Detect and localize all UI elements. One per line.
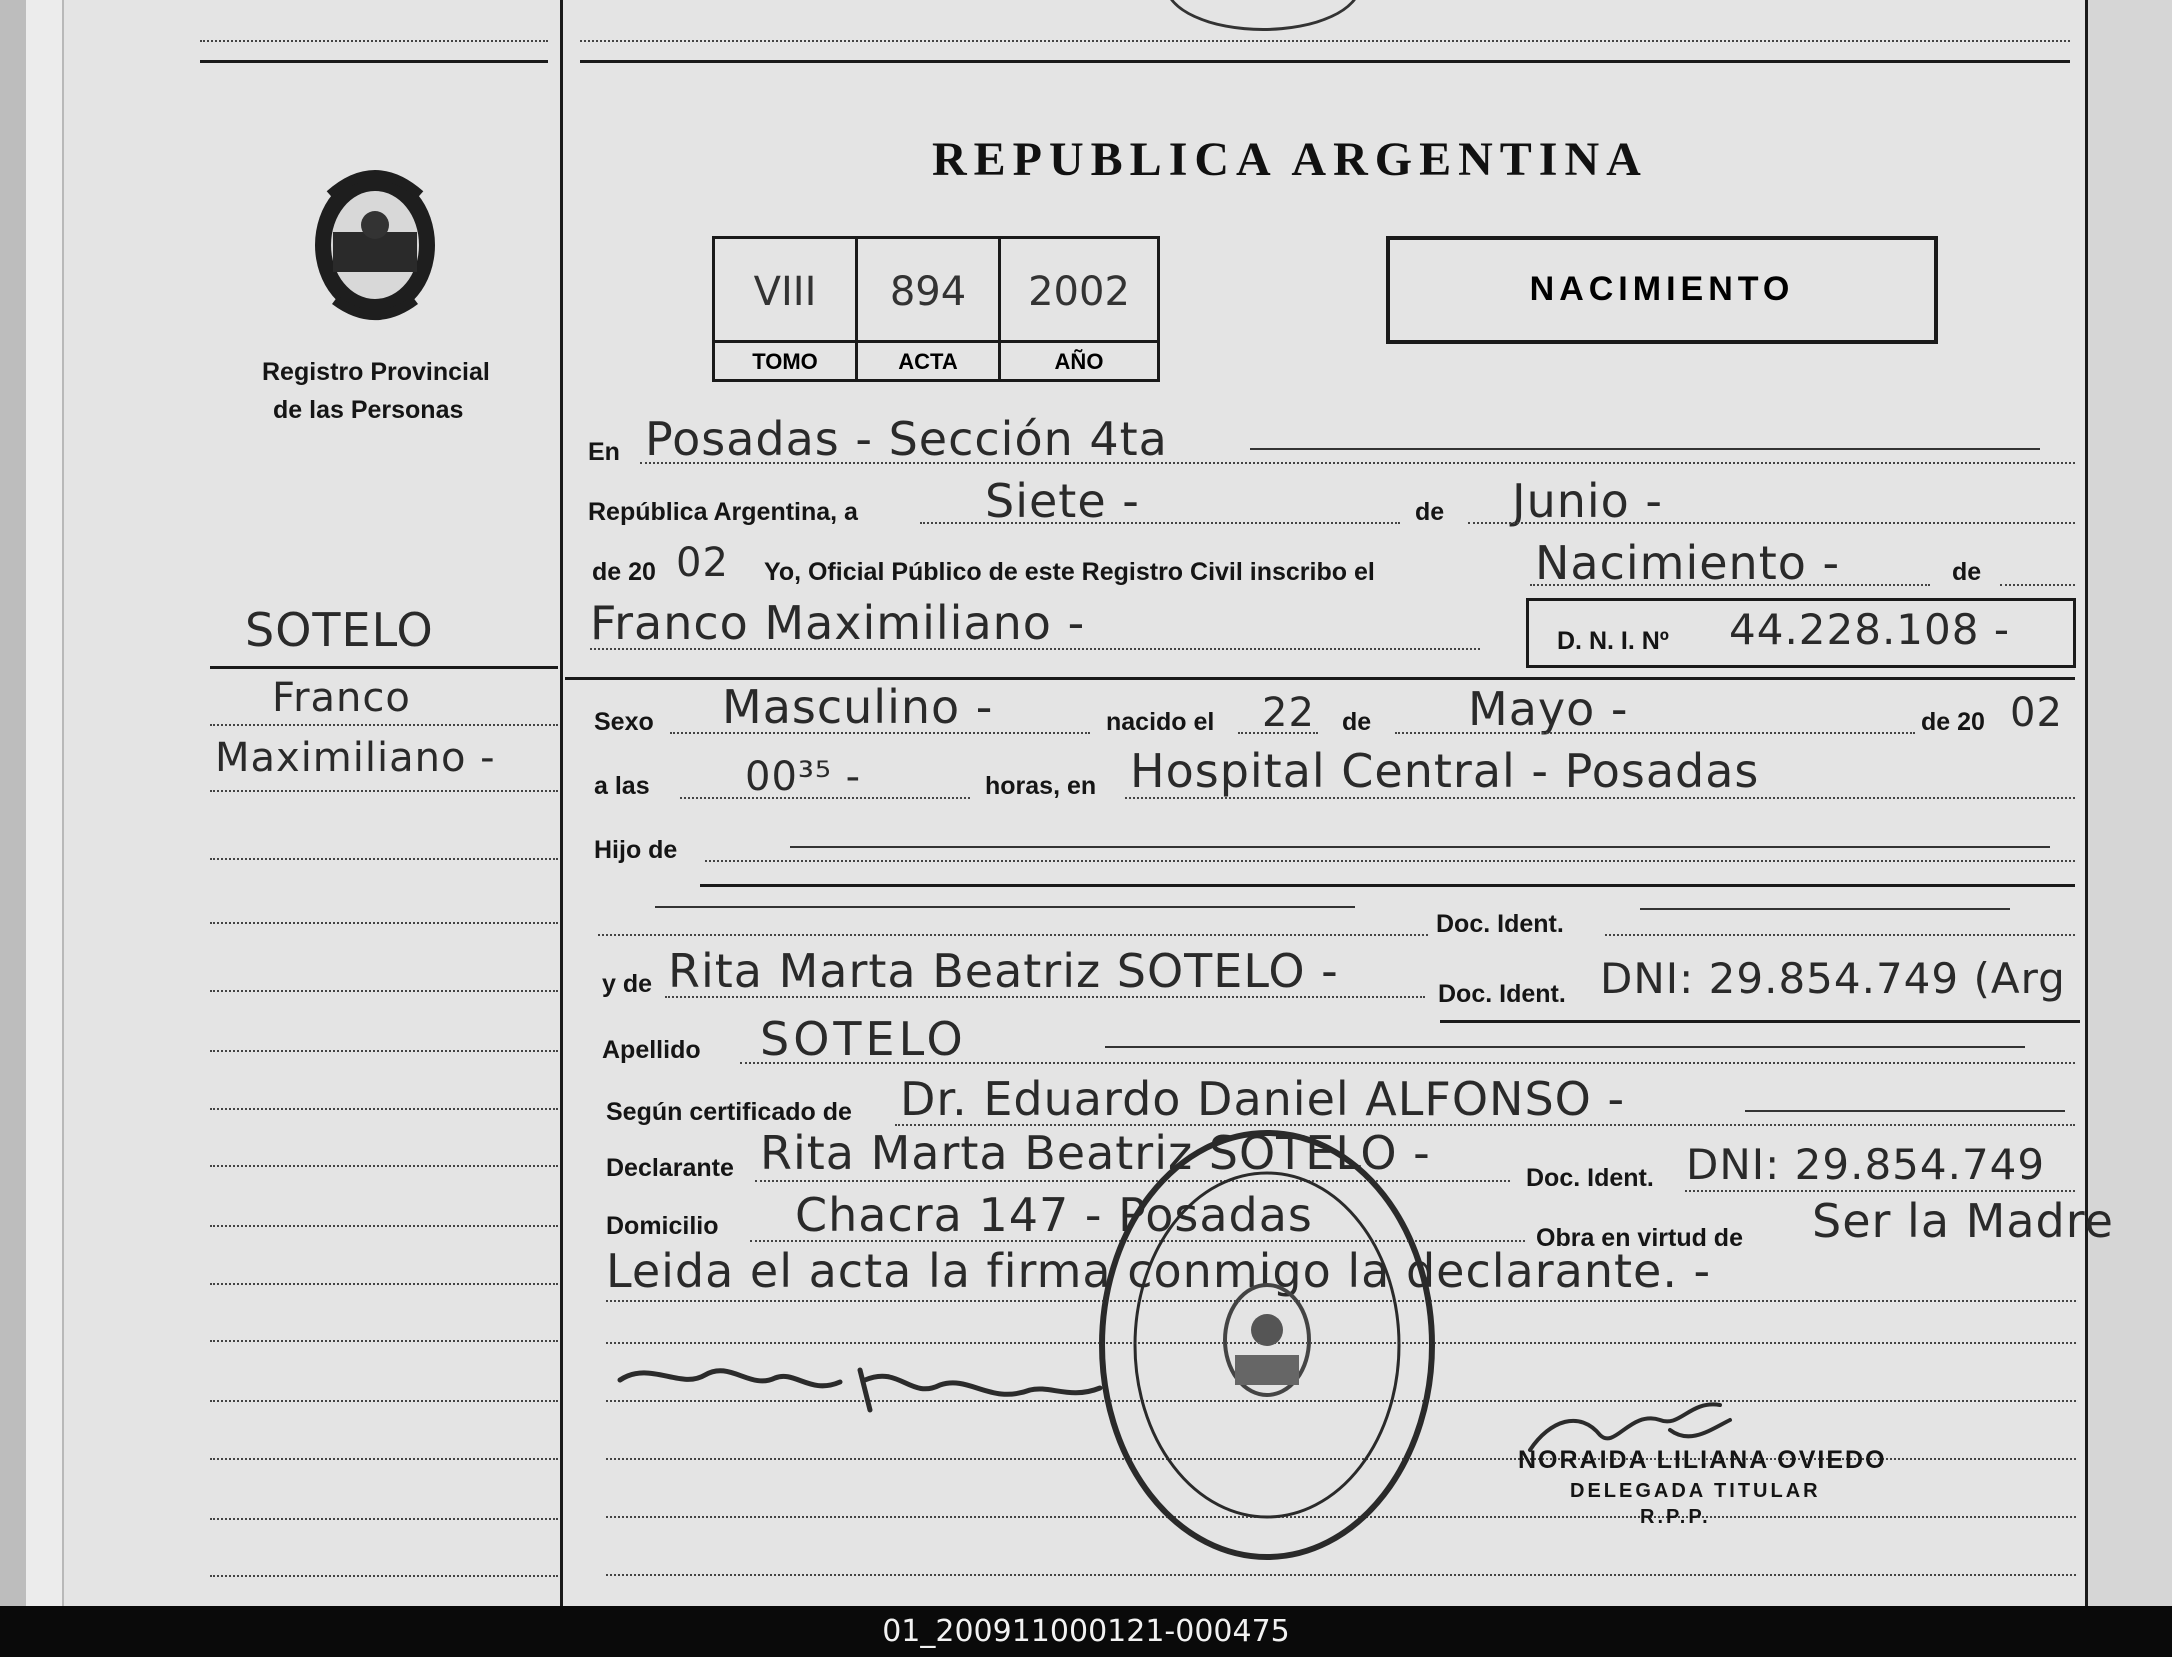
label-address: Domicilio xyxy=(606,1212,719,1240)
value-by-virtue: Ser la Madre xyxy=(1812,1194,2114,1248)
margin-given-name-2: Maximiliano - xyxy=(215,735,496,781)
acta-value: 894 xyxy=(889,269,967,315)
tomo-label: TOMO xyxy=(752,349,818,374)
label-de-20: de 20 xyxy=(592,558,656,586)
label-child-of: Hijo de xyxy=(594,836,678,864)
value-address: Chacra 147 - Posadas xyxy=(795,1188,1313,1242)
label-de-2: de xyxy=(1952,558,1982,586)
value-place: Posadas - Sección 4ta xyxy=(645,412,1168,466)
value-declarant-doc: DNI: 29.854.749 xyxy=(1686,1140,2046,1189)
value-day: Siete - xyxy=(985,474,1140,528)
label-certificate: Según certificado de xyxy=(606,1098,852,1126)
value-birth-day: 22 xyxy=(1262,690,1315,736)
value-birth-month: Mayo - xyxy=(1468,682,1629,736)
margin-given-name-1: Franco xyxy=(272,675,411,721)
coat-of-arms-logo xyxy=(300,160,450,330)
label-born-on: nacido el xyxy=(1106,708,1215,736)
label-inscription: Yo, Oficial Público de este Registro Civil inscribo el xyxy=(764,558,1375,586)
value-child-name: Franco Maximiliano - xyxy=(590,596,1086,650)
label-and-of: y de xyxy=(602,970,653,998)
declarant-signature xyxy=(610,1340,1110,1430)
value-dni: 44.228.108 - xyxy=(1729,605,2010,654)
value-mother-doc: DNI: 29.854.749 (Arg xyxy=(1600,954,2066,1003)
value-surname: SOTELO xyxy=(760,1012,967,1066)
value-birth-place: Hospital Central - Posadas xyxy=(1130,744,1760,798)
anio-value: 2002 xyxy=(1028,269,1130,315)
label-dni: D. N. I. Nº xyxy=(1557,627,1669,655)
label-doc-ident-2: Doc. Ident. xyxy=(1438,980,1566,1008)
official-name: NORAIDA LILIANA OVIEDO xyxy=(1518,1446,1887,1474)
margin-surname: SOTELO xyxy=(245,603,434,657)
tomo-value: VIII xyxy=(753,269,817,315)
label-at: a las xyxy=(594,772,650,800)
value-observation: Leida el acta la firma conmigo la declarante. - xyxy=(606,1244,1712,1298)
official-seal-stamp xyxy=(1095,1125,1440,1565)
label-en: En xyxy=(588,438,620,466)
record-number-table xyxy=(712,236,1160,382)
dni-box xyxy=(1526,598,2076,668)
label-by-virtue: Obra en virtud de xyxy=(1536,1224,1743,1252)
official-office: R.P.P. xyxy=(1640,1506,1711,1528)
label-doc-ident-1: Doc. Ident. xyxy=(1436,910,1564,938)
acta-label: ACTA xyxy=(898,349,958,374)
label-republica: República Argentina, a xyxy=(588,498,858,526)
record-type-box xyxy=(1386,236,1938,344)
label-surname: Apellido xyxy=(602,1036,701,1064)
label-hours-in: horas, en xyxy=(985,772,1097,800)
tomo-cell xyxy=(715,239,858,379)
registry-name-line1: Registro Provincial xyxy=(262,358,490,386)
top-seal-remnant xyxy=(1165,0,1361,31)
label-de-3: de xyxy=(1342,708,1372,736)
value-birth-year: 02 xyxy=(2010,690,2063,736)
value-declarant-name: Rita Marta Beatriz SOTELO - xyxy=(760,1126,1431,1180)
registry-name-line2: de las Personas xyxy=(273,396,464,424)
country-title: REPUBLICA ARGENTINA xyxy=(932,133,1648,186)
record-type: NACIMIENTO xyxy=(1529,270,1795,308)
label-de-20-b: de 20 xyxy=(1921,708,1985,736)
value-birth-time: 00³⁵ - xyxy=(745,754,862,800)
value-certifying-doctor: Dr. Eduardo Daniel ALFONSO - xyxy=(900,1072,1626,1126)
page-edge-right xyxy=(2085,0,2172,1606)
margin-divider xyxy=(560,0,563,1606)
official-title: DELEGADA TITULAR xyxy=(1570,1480,1821,1502)
anio-cell xyxy=(1001,239,1157,379)
label-de-1: de xyxy=(1415,498,1445,526)
value-year: 02 xyxy=(676,540,729,586)
label-doc-ident-3: Doc. Ident. xyxy=(1526,1164,1654,1192)
value-mother-name: Rita Marta Beatriz SOTELO - xyxy=(668,944,1339,998)
label-declarant: Declarante xyxy=(606,1154,734,1182)
value-month: Junio - xyxy=(1512,474,1664,528)
page-edge xyxy=(26,0,64,1606)
anio-label: AÑO xyxy=(1054,349,1104,374)
value-sex: Masculino - xyxy=(722,680,994,734)
value-inscription-type: Nacimiento - xyxy=(1535,536,1841,590)
label-sex: Sexo xyxy=(594,708,654,736)
image-id-caption: 01_200911000121-000475 xyxy=(0,1606,2172,1657)
page-edge xyxy=(0,0,26,1606)
acta-cell xyxy=(858,239,1001,379)
